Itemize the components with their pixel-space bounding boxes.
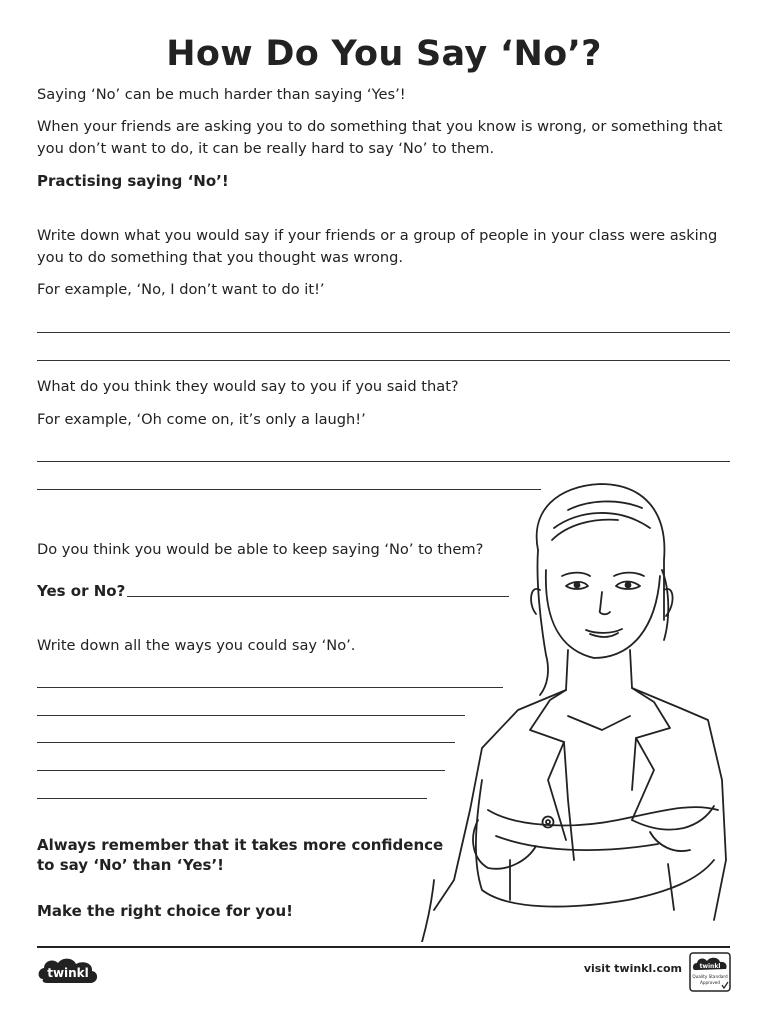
logo-text: twinkl: [47, 966, 89, 980]
reminder-line1: Always remember that it takes more confidence: [37, 836, 444, 854]
badge-line1: Quality Standard: [692, 974, 728, 979]
yes-no-label: Yes or No?: [37, 582, 126, 600]
question3: Do you think you would be able to keep saying ‘No’ to them?: [37, 541, 484, 558]
twinkl-logo[interactable]: [37, 955, 99, 987]
visit-link[interactable]: visit twinkl.com: [583, 962, 682, 975]
answer-line[interactable]: [37, 798, 427, 799]
answer-line[interactable]: [37, 742, 455, 743]
intro-text: Saying ‘No’ can be much harder than saying ‘Yes’!: [37, 86, 406, 103]
footer-rule: [37, 946, 730, 948]
answer-line[interactable]: [37, 332, 730, 333]
page-title: How Do You Say ‘No’?: [166, 34, 602, 74]
question2: What do you think they would say to you if you said that?: [37, 378, 459, 395]
section-heading: Practising saying ‘No’!: [37, 172, 229, 190]
question4: Write down all the ways you could say ‘No’.: [37, 637, 356, 654]
badge-brand: twinkl: [699, 963, 721, 970]
intro-paragraph-line2: you don’t want to do, it can be really hard to say ‘No’ to them.: [37, 140, 495, 157]
badge-line2: Approved: [699, 980, 721, 985]
answer-line[interactable]: [37, 461, 730, 462]
girl-illustration: [418, 480, 738, 942]
answer-line[interactable]: [37, 715, 465, 716]
closing-text: Make the right choice for you!: [37, 902, 293, 920]
question1-line2: you to do something that you thought was wrong.: [37, 249, 404, 266]
question1-line1: Write down what you would say if your friends or a group of people in your class were asking: [37, 227, 718, 244]
answer-line[interactable]: [37, 360, 730, 361]
reminder-line2: to say ‘No’ than ‘Yes’!: [37, 856, 225, 874]
question1-example: For example, ‘No, I don’t want to do it!’: [37, 281, 325, 298]
answer-line[interactable]: [37, 770, 445, 771]
intro-paragraph-line1: When your friends are asking you to do something that you know is wrong, or something that: [37, 118, 723, 135]
question2-example: For example, ‘Oh come on, it’s only a laugh!’: [37, 411, 366, 428]
quality-badge-icon: [689, 952, 731, 992]
